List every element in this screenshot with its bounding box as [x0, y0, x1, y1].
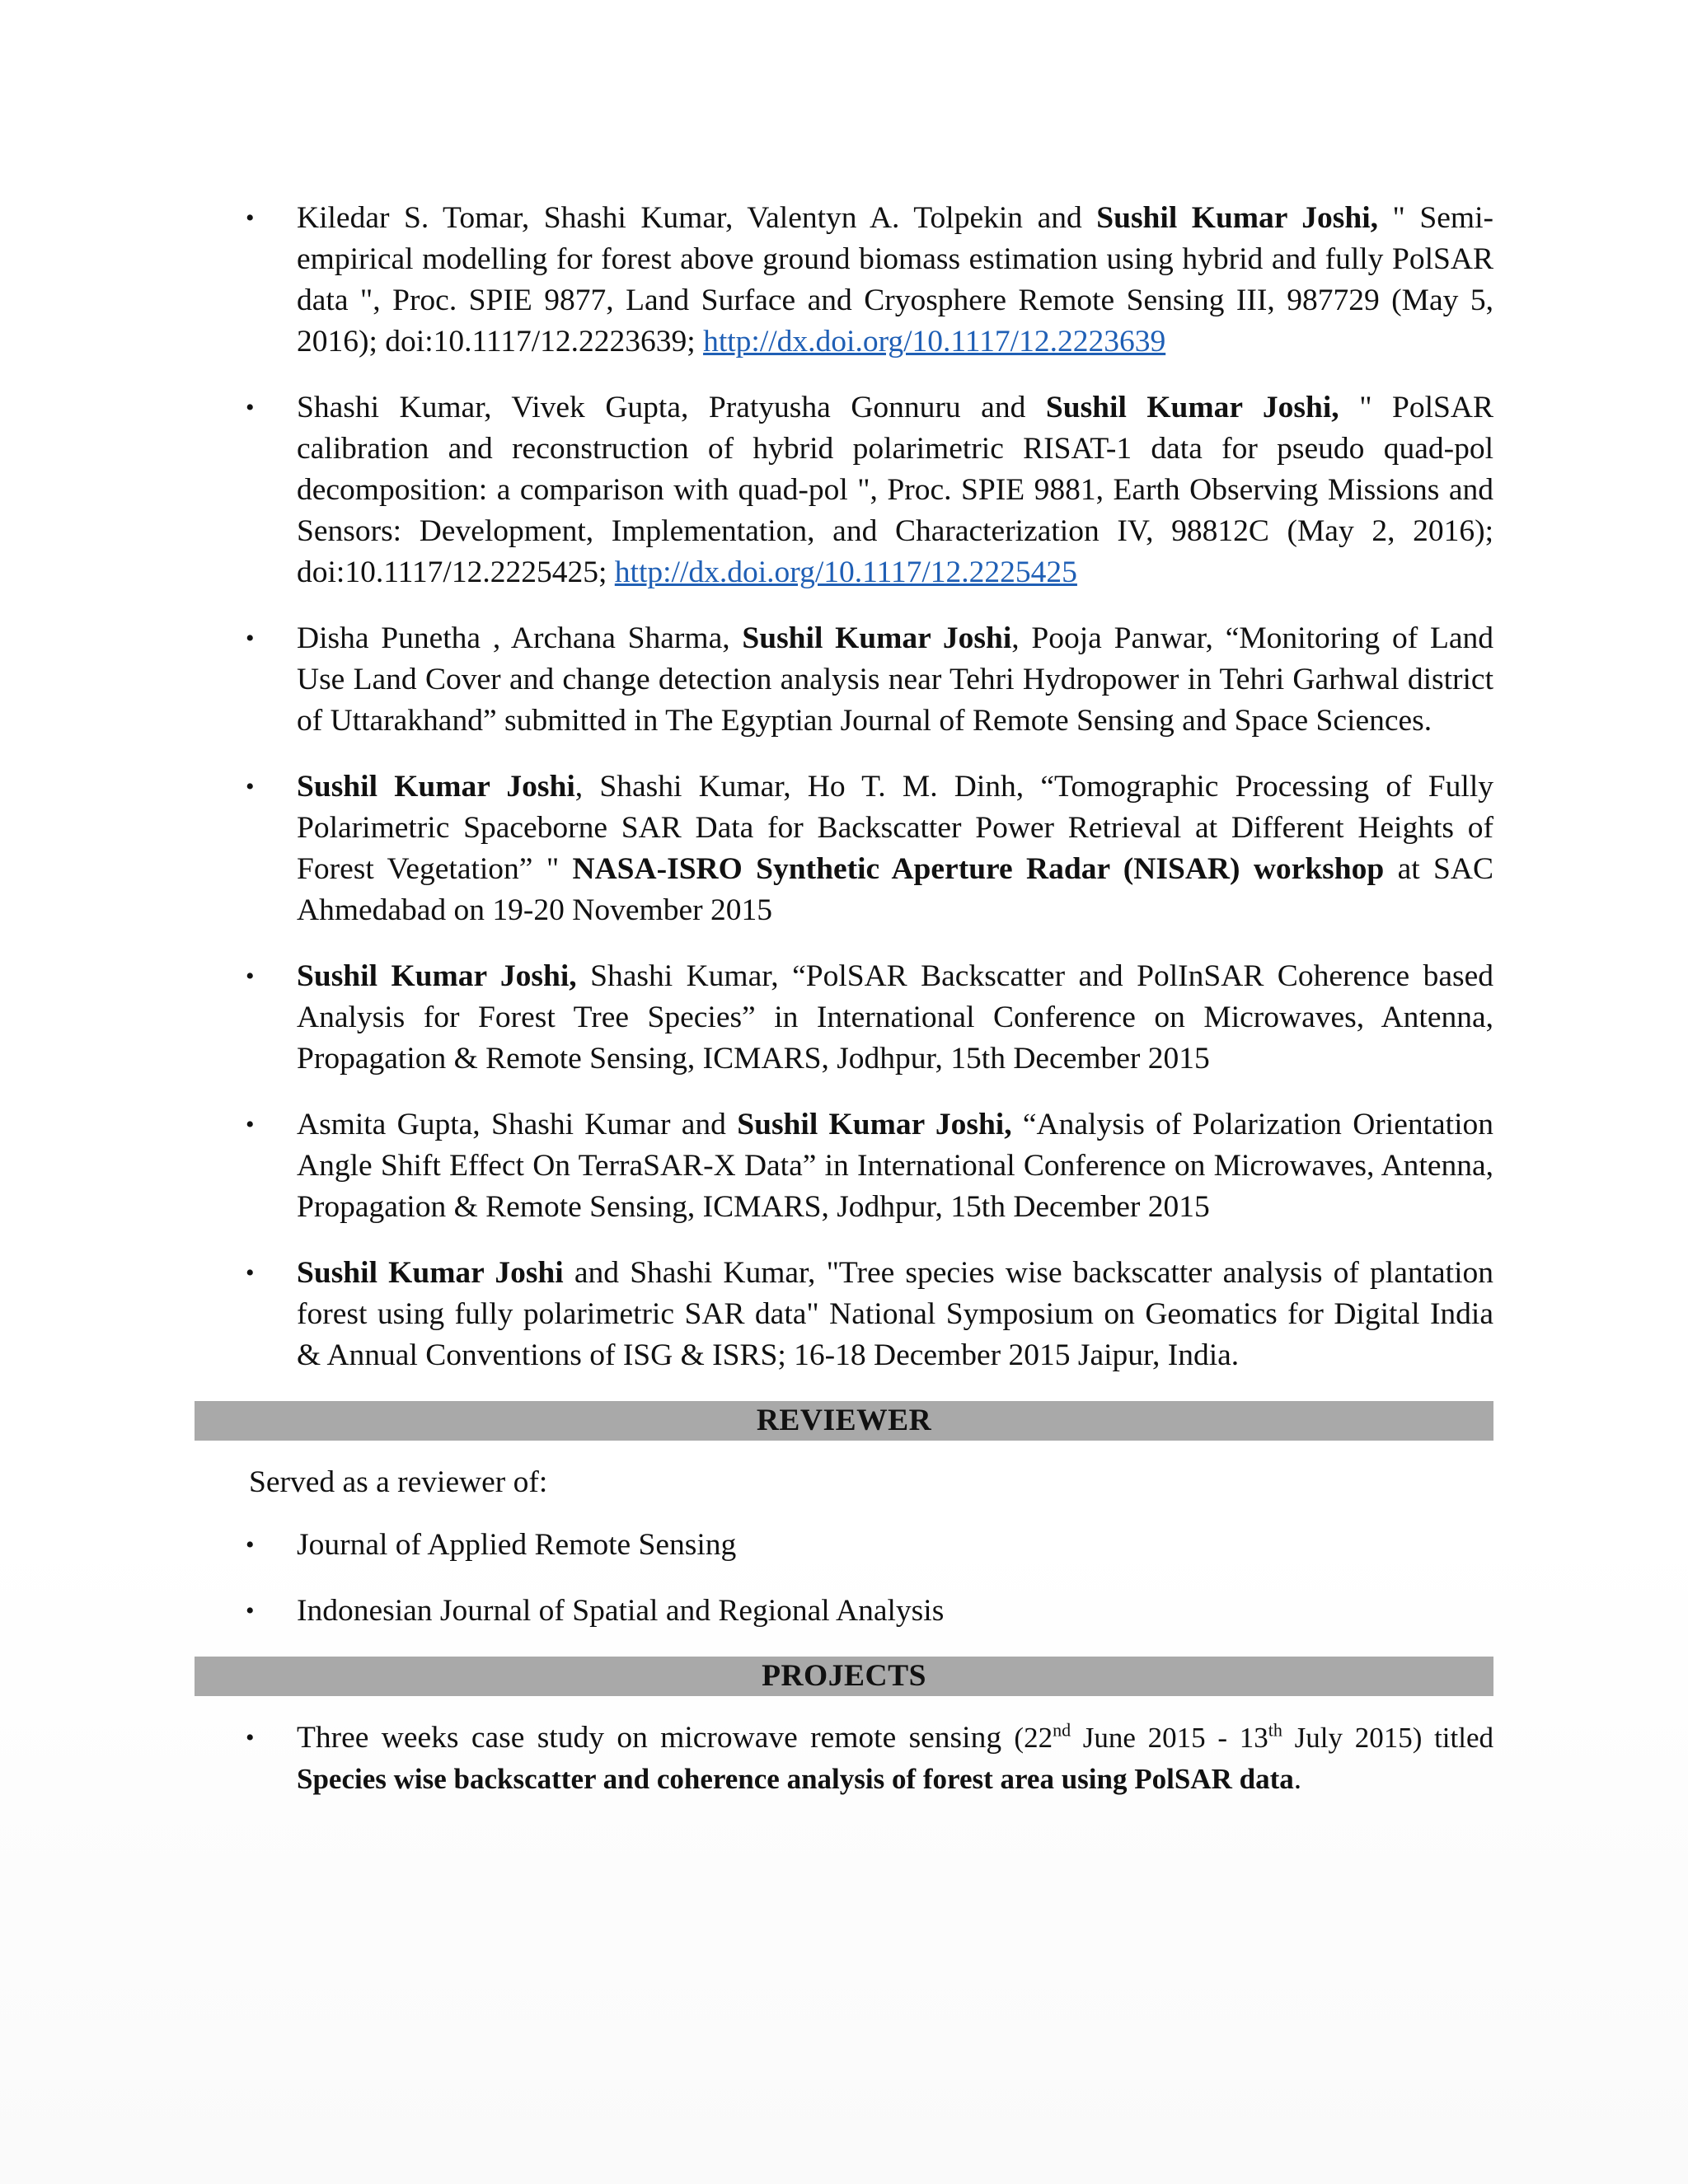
- publication-item: • Disha Punetha , Archana Sharma, Sushil Kumar Joshi, Pooja Panwar, “Monitoring of Land Use Land Cover and change detection analysis near Tehri Hydropower in Tehri Garhwal district of Uttarakhand” submitted in The Egyptian Journal of Remote Sensing and Space Sciences.: [195, 618, 1493, 742]
- bullet-icon: •: [246, 1724, 255, 1751]
- author-highlight: Sushil Kumar Joshi,: [1096, 201, 1379, 235]
- bullet-icon: •: [246, 204, 255, 232]
- bullet-icon: •: [246, 1259, 255, 1286]
- bullet-icon: •: [246, 773, 255, 800]
- bullet-icon: •: [246, 1531, 255, 1558]
- bullet-icon: •: [246, 625, 255, 652]
- doi-link[interactable]: http://dx.doi.org/10.1117/12.2225425: [614, 555, 1077, 589]
- page-content: [195, 198, 1493, 1825]
- reviewer-list: [195, 1525, 1493, 1632]
- reviewer-item: • Journal of Applied Remote Sensing: [195, 1525, 1493, 1566]
- publication-item: • Kiledar S. Tomar, Shashi Kumar, Valentyn A. Tolpekin and Sushil Kumar Joshi, " Semi-empirical modelling for forest above ground biomass estimation using hybrid and fully PolSAR data ", Proc. SPIE 9877, Land Surface and Cryosphere Remote Sensing III, 987729 (May 5, 2016); doi:10.1117/12.2223639; http://dx.doi.org/10.1117/12.2223639: [195, 198, 1493, 363]
- project-title: Species wise backscatter and coherence analysis of forest area using PolSAR data: [297, 1763, 1294, 1795]
- author-highlight: Sushil Kumar Joshi,: [1045, 391, 1339, 424]
- publication-item: • Sushil Kumar Joshi and Shashi Kumar, "Tree species wise backscatter analysis of plantation forest using fully polarimetric SAR data" National Symposium on Geomatics for Digital India & Annual Conventions of ISG & ISRS; 16-18 December 2015 Jaipur, India.: [195, 1253, 1493, 1376]
- bullet-icon: •: [246, 394, 255, 421]
- publication-item: • Asmita Gupta, Shashi Kumar and Sushil Kumar Joshi, “Analysis of Polarization Orientation Angle Shift Effect On TerraSAR-X Data” in International Conference on Microwaves, Antenna, Propagation & Remote Sensing, ICMARS, Jodhpur, 15th December 2015: [195, 1104, 1493, 1228]
- author-highlight: Sushil Kumar Joshi,: [737, 1108, 1012, 1141]
- author-highlight: Sushil Kumar Joshi: [742, 621, 1012, 655]
- project-item: • Three weeks case study on microwave remote sensing (22nd June 2015 - 13th July 2015) titled Species wise backscatter and coherence analysis of forest area using PolSAR data.: [195, 1718, 1493, 1800]
- author-highlight: Sushil Kumar Joshi: [297, 1256, 564, 1290]
- bullet-icon: •: [246, 1597, 255, 1624]
- bullet-icon: •: [246, 1111, 255, 1138]
- publication-item: • Shashi Kumar, Vivek Gupta, Pratyusha Gonnuru and Sushil Kumar Joshi, " PolSAR calibration and reconstruction of hybrid polarimetric RISAT-1 data for pseudo quad-pol decomposition: a comparison with quad-pol ", Proc. SPIE 9881, Earth Observing Missions and Sensors: Development, Implementation, and Characterization IV, 98812C (May 2, 2016); doi:10.1117/12.2225425; http://dx.doi.org/10.1117/12.2225425: [195, 387, 1493, 593]
- reviewer-intro: Served as a reviewer of:: [249, 1465, 548, 1499]
- author-highlight: Sushil Kumar Joshi: [297, 770, 575, 804]
- publication-item: • Sushil Kumar Joshi, Shashi Kumar, Ho T. M. Dinh, “Tomographic Processing of Fully Polarimetric Spaceborne SAR Data for Backscatter Power Retrieval at Different Heights of Forest Vegetation” " NASA-ISRO Synthetic Aperture Radar (NISAR) workshop at SAC Ahmedabad on 19-20 November 2015: [195, 766, 1493, 931]
- bullet-icon: •: [246, 963, 255, 990]
- projects-heading: PROJECTS: [195, 1657, 1493, 1696]
- author-highlight: Sushil Kumar Joshi,: [297, 959, 577, 993]
- publication-item: • Sushil Kumar Joshi, Shashi Kumar, “PolSAR Backscatter and PolInSAR Coherence based Analysis for Forest Tree Species” in International Conference on Microwaves, Antenna, Propagation & Remote Sensing, ICMARS, Jodhpur, 15th December 2015: [195, 956, 1493, 1080]
- event-highlight: NASA-ISRO Synthetic Aperture Radar (NISAR) workshop: [572, 852, 1385, 886]
- publication-list: [195, 198, 1493, 1376]
- reviewer-item: • Indonesian Journal of Spatial and Regional Analysis: [195, 1591, 1493, 1632]
- reviewer-heading: REVIEWER: [195, 1401, 1493, 1441]
- projects-list: [195, 1718, 1493, 1800]
- doi-link[interactable]: http://dx.doi.org/10.1117/12.2223639: [703, 325, 1166, 359]
